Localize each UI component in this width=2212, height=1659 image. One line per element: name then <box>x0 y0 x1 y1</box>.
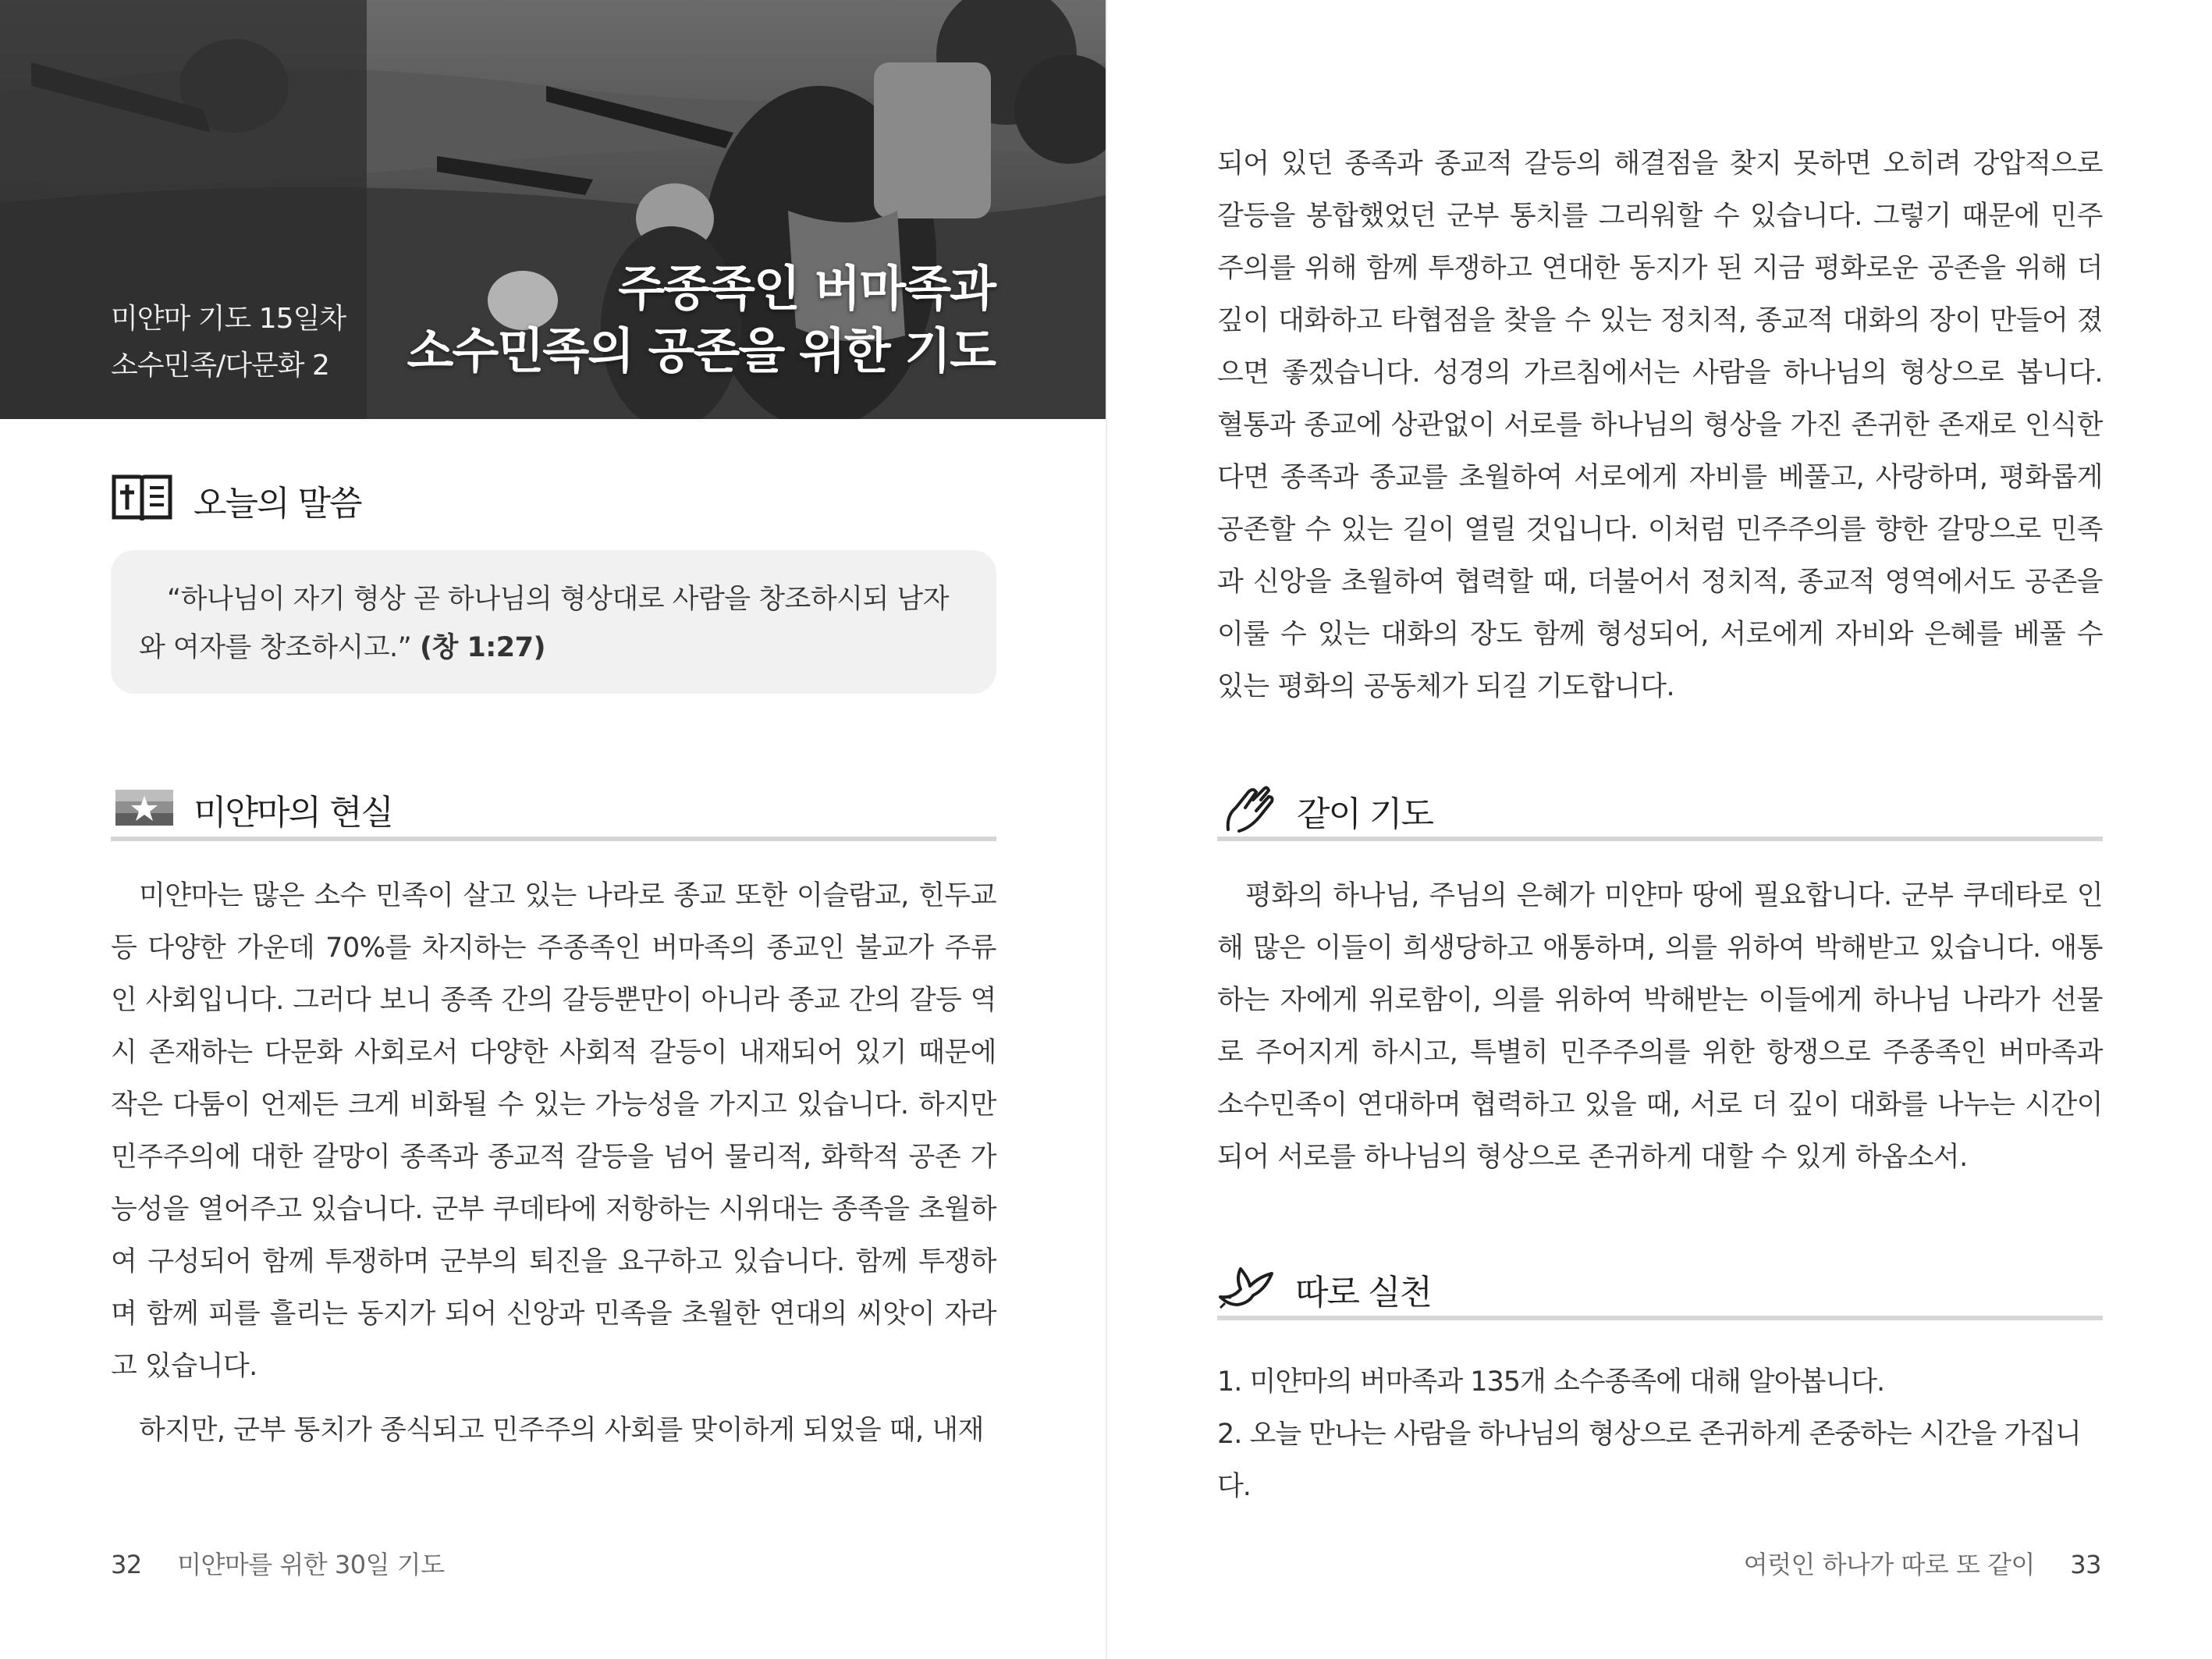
header-photo <box>0 0 1106 419</box>
reality-heading-label: 미얀마의 현실 <box>194 793 393 833</box>
reality-rule <box>111 837 996 841</box>
page-title-line1: 주종족인 버마족과 <box>618 260 995 317</box>
practice-rule <box>1217 1316 2103 1320</box>
practice-list <box>1217 1356 2103 1513</box>
dove-icon <box>1217 1266 1275 1313</box>
left-book-title: 미얀마를 위한 30일 기도 <box>177 1550 445 1579</box>
left-footer <box>111 1545 445 1581</box>
right-footer <box>1744 1545 2101 1581</box>
practice-heading-label: 따로 실천 <box>1295 1273 1432 1313</box>
reality-paragraph-1: 미얀마는 많은 소수 민족이 살고 있는 나라로 종교 또한 이슬람교, 힌두교 등 다양한 가운데 70%를 차지하는 주종족인 버마족의 종교인 불교가 주류인 사회입니다. 그러다 보니 종족 간의 갈등뿐만이 아니라 종교 간의 갈등 역시 존재하는 다문화 사회로서 다양한 사회적 갈등이 내재되어 있기 때문에 작은 다툼이 언제든 크게 비화될 수 있는 가능성을 가지고 있습니다. 하지만 민주주의에 대한 갈망이 종족과 종교적 갈등을 넘어 물리적, 화학적 공존 가능성을 열어주고 있습니다. 군부 쿠데타에 저항하는 시위대는 종족을 초월하여 구성되어 함께 투쟁하며 군부의 퇴진을 요구하고 있습니다. 함께 투쟁하며 함께 피를 흘리는 동지가 되어 신앙과 민족을 초월한 연대의 씨앗이 자라고 있습니다. <box>111 880 996 1382</box>
pray-together-rule <box>1217 837 2103 841</box>
topic-label: 소수민족/다문화 2 <box>111 350 329 382</box>
day-label: 미얀마 기도 15일차 <box>111 303 346 335</box>
scripture-heading <box>111 472 361 528</box>
pray-together-text: 평화의 하나님, 주님의 은혜가 미얀마 땅에 필요합니다. 군부 쿠데타로 인해 많은 이들이 희생당하고 애통하며, 의를 위하여 박해받고 있습니다. 애통하는 자에게 위로함이, 의를 위하여 박해받는 이들에게 하나님 나라가 선물로 주어지게 하시고, 특별히 민주주의를 위한 항쟁으로 주종족인 버마족과 소수민족이 연대하며 협력하고 있을 때, 서로 더 깊이 대화를 나누는 시간이 되어 서로를 하나님의 형상으로 존귀하게 대할 수 있게 하옵소서. <box>1217 880 2103 1173</box>
practice-heading <box>1217 1264 1431 1314</box>
myanmar-flag-icon <box>115 790 173 829</box>
page-title <box>407 258 995 382</box>
scripture-reference: (창 1:27) <box>419 632 545 663</box>
reality-paragraph-2-start: 하지만, 군부 통치가 종식되고 민주주의 사회를 맞이하게 되었을 때, 내재 <box>139 1415 984 1446</box>
bible-icon <box>111 472 173 528</box>
right-book-title: 여럿인 하나가 따로 또 같이 <box>1743 1550 2035 1579</box>
reality-paragraph-2-continued: 되어 있던 종족과 종교적 갈등의 해결점을 찾지 못하면 오히려 강압적으로 갈등을 봉합했었던 군부 통치를 그리워할 수 있습니다. 그렇기 때문에 민주주의를 위해 함께 투쟁하고 연대한 동지가 된 지금 평화로운 공존을 위해 더 깊이 대화하고 타협점을 찾을 수 있는 정치적, 종교적 대화의 장이 만들어 졌으면 좋겠습니다. 성경의 가르침에서는 사람을 하나님의 형상으로 봅니다. 혈통과 종교에 상관없이 서로를 하나님의 형상을 가진 존귀한 존재로 인식한다면 종족과 종교를 초월하여 서로에게 자비를 베풀고, 사랑하며, 평화롭게 공존할 수 있는 길이 열릴 것입니다. 이처럼 민주주의를 향한 갈망으로 민족과 신앙을 초월하여 협력할 때, 더불어서 정치적, 종교적 영역에서도 공존을 이룰 수 있는 대화의 장도 함께 형성되어, 서로에게 자비와 은혜를 베풀 수 있는 평화의 공동체가 되길 기도합니다. <box>1217 148 2103 702</box>
scripture-text: “하나님이 자기 형상 곧 하나님의 형상대로 사람을 창조하시되 남자와 여자를 창조하시고.” <box>139 584 950 663</box>
scripture-box <box>111 550 996 694</box>
scripture-heading-label: 오늘의 말씀 <box>194 484 361 524</box>
pray-together-heading <box>1222 784 1433 837</box>
book-spine <box>1106 0 1107 1659</box>
right-page-number: 33 <box>2070 1550 2101 1579</box>
pray-together-heading-label: 같이 기도 <box>1297 794 1433 834</box>
praying-hands-icon <box>1222 784 1276 837</box>
page-title-line2: 소수민족의 공존을 위한 기도 <box>407 322 995 379</box>
left-page-number: 32 <box>111 1550 142 1579</box>
reality-heading <box>115 784 392 834</box>
practice-item-1: 1. 미얀마의 버마족과 135개 소수종족에 대해 알아봅니다. <box>1217 1366 1885 1398</box>
practice-item-2: 2. 오늘 만나는 사람을 하나님의 형상으로 존귀하게 존중하는 시간을 가집니다. <box>1217 1419 2081 1502</box>
